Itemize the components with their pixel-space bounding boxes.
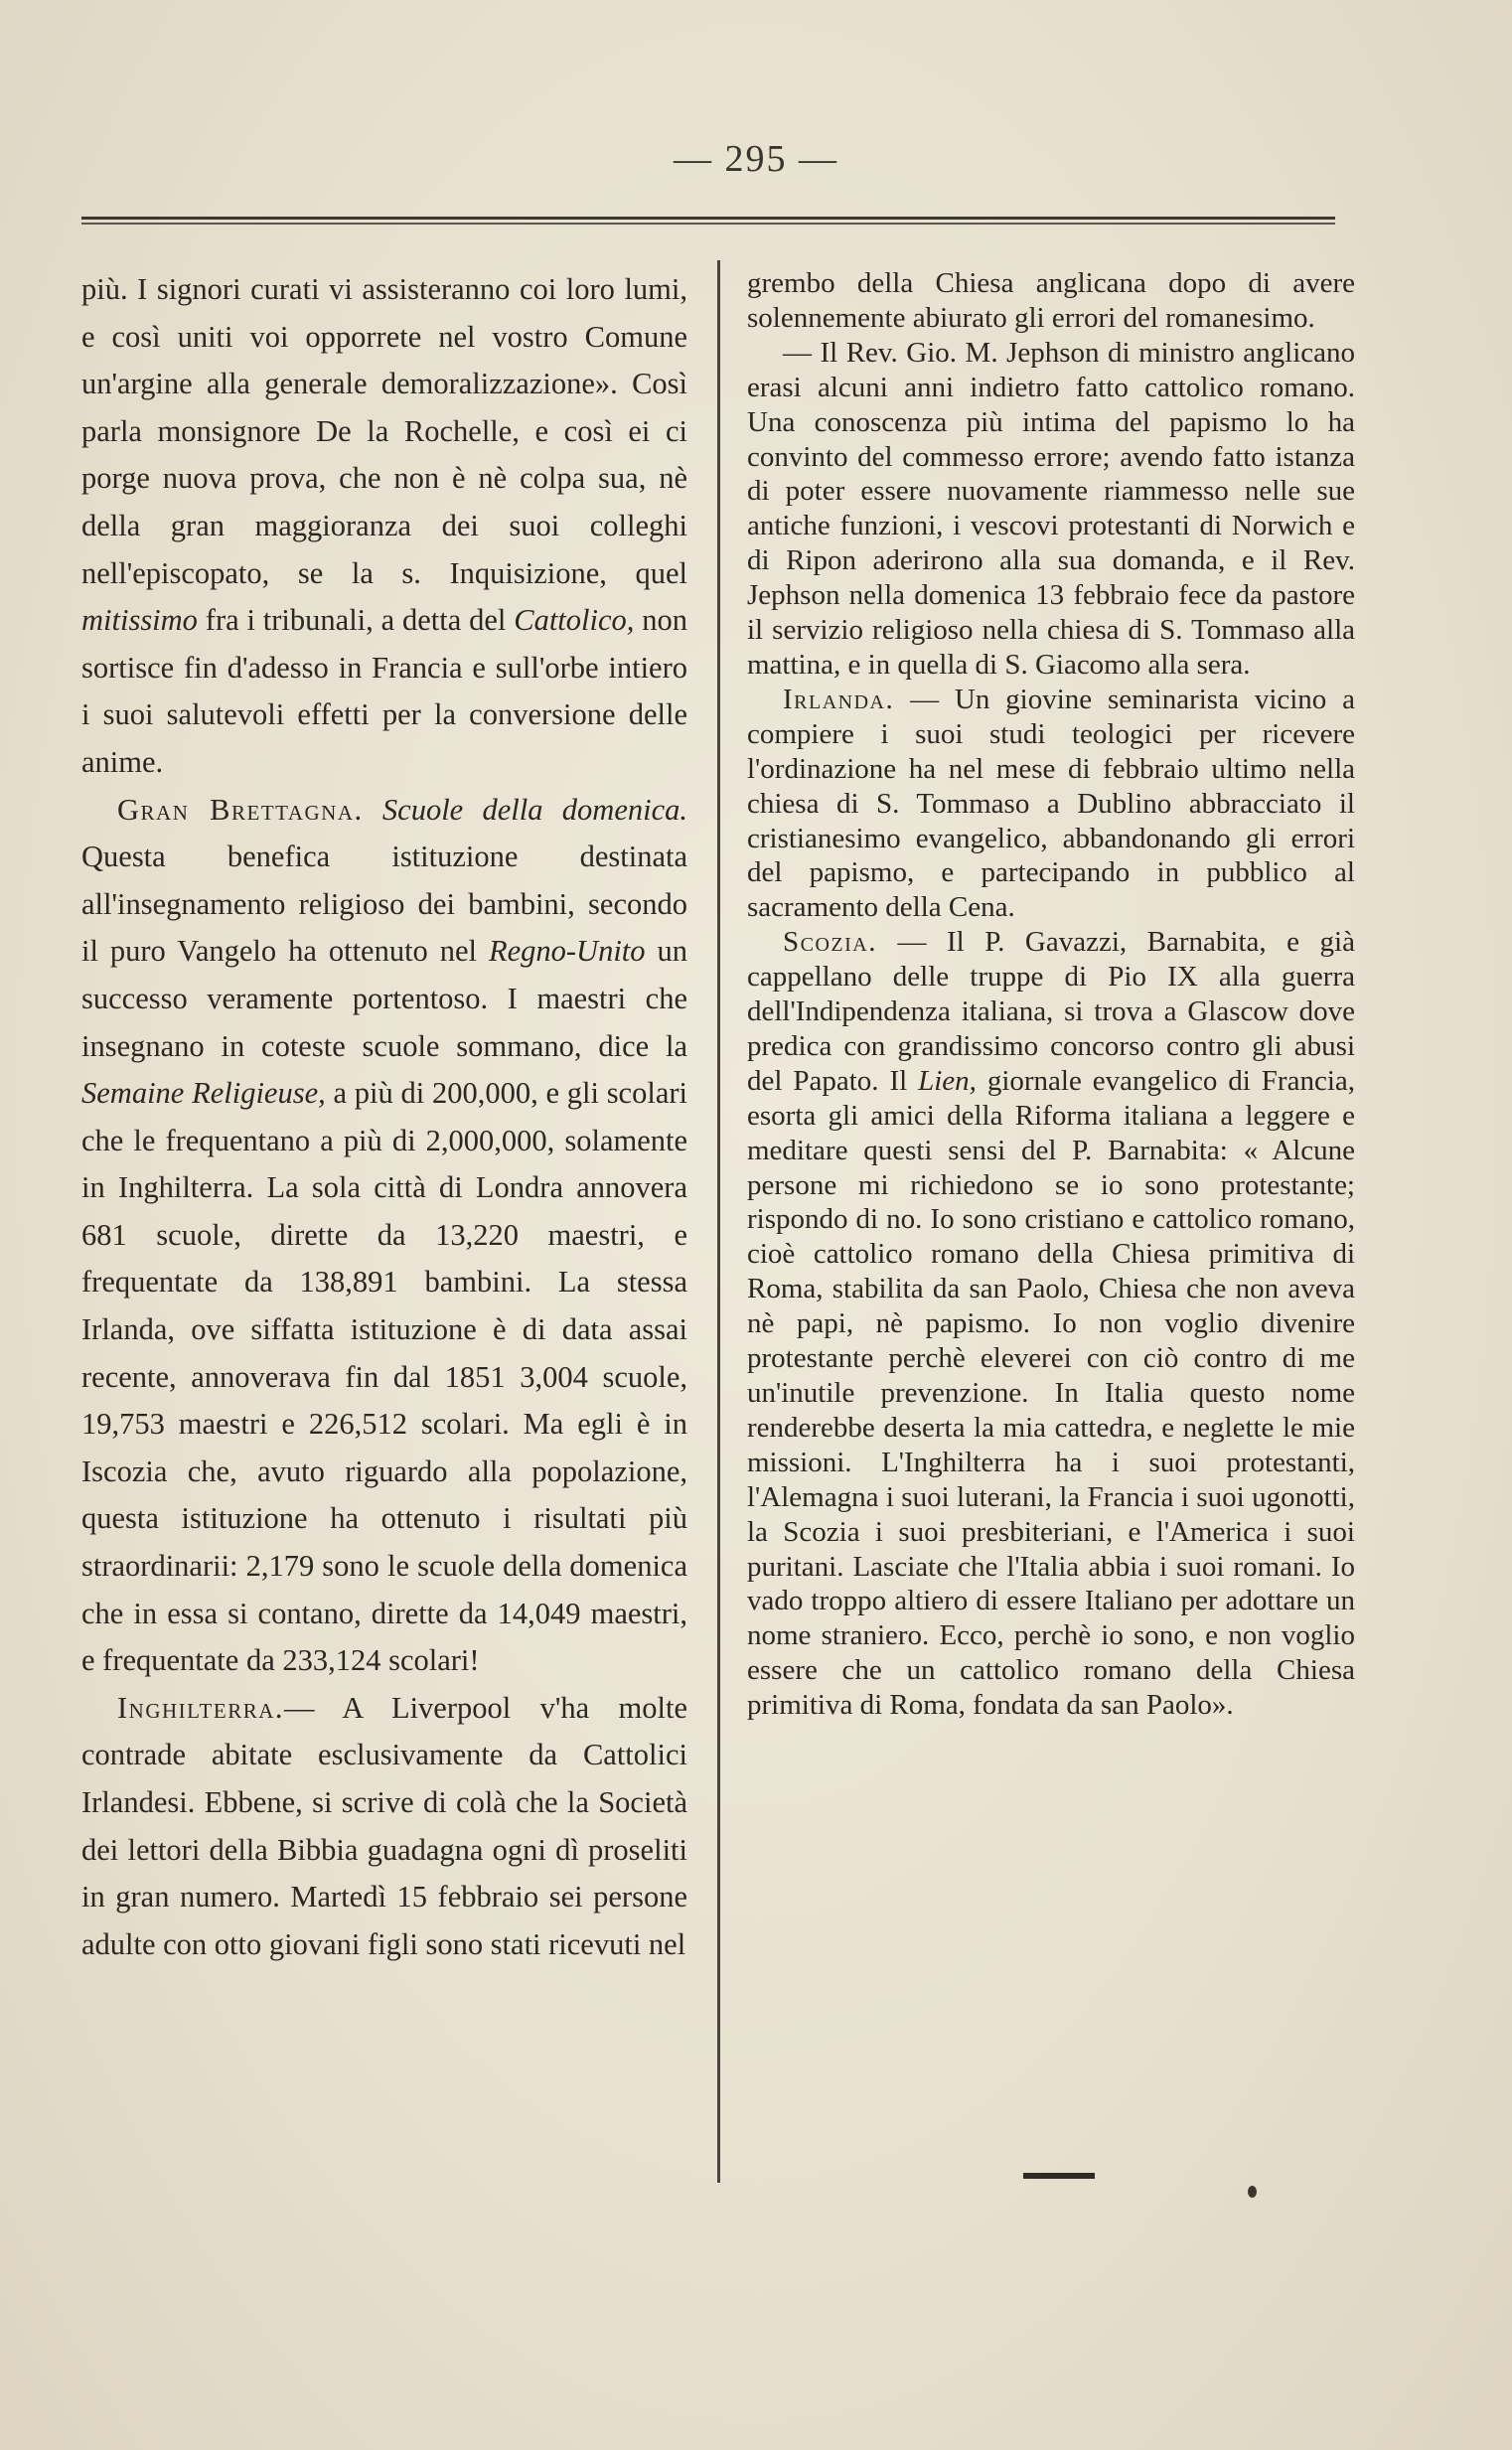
paragraph-scozia	[747, 925, 1355, 1723]
text-run: più. I signori curati vi assisteranno coi loro lumi, e così uniti voi opporrete nel vostro Comune un'argine alla generale demoralizzazione». Così parla monsignore De la Rochelle, e così ei ci porge nuova prova, che non è nè colpa sua, nè della gran maggioranza dei suoi colleghi nell'episcopato, se la s. Inquisizione, quel	[81, 272, 687, 590]
header-rule	[81, 217, 1335, 225]
text-run: un successo veramente portentoso. I maestri che insegnano in coteste scuole sommano, dice la	[81, 934, 687, 1063]
section-heading: Scozia.	[783, 926, 877, 959]
text-run: — Il P. Gavazzi, Barnabita, e già cappellano delle truppe di Pio IX alla guerra dell'Indipendenza italiana, si trova a Glascow dove predica con grandissimo concorso contro gli abusi del Papato. Il	[747, 926, 1355, 1097]
italic-run: Lien,	[918, 1064, 977, 1097]
italic-run: Regno-Unito	[488, 934, 646, 969]
text-run: Questa benefica istituzione destinata all'insegnamento religioso dei bambini, secondo il puro Vangelo ha ottenuto nel	[81, 840, 687, 969]
paragraph-inghilterra	[81, 1685, 687, 1969]
italic-run: Cattolico,	[514, 603, 635, 638]
paragraph-continuation: grembo della Chiesa anglicana dopo di avere solennemente abiurato gli errori del romanesimo.	[747, 267, 1355, 334]
text-run: fra i tribunali, a detta del	[197, 603, 515, 638]
paragraph-gran-brettagna	[81, 787, 687, 1685]
section-heading: Gran Brettagna.	[117, 792, 364, 827]
paragraph-jephson: — Il Rev. Gio. M. Jephson di ministro anglicano erasi alcuni anni indietro fatto cattolico romano. Una conoscenza più intima del papismo lo ha convinto del commesso errore; avendo fatto istanza di poter essere nuovamente riammesso nelle sue antiche funzioni, i vescovi protestanti di Norwich e di Ripon aderirono alla sua domanda, e il Rev. Jephson nella domenica 13 febbraio fece da pastore il servizio religioso nella chiesa di S. Tommaso alla mattina, e in quella di S. Giacomo alla sera.	[747, 336, 1355, 681]
page-number: — 295 —	[674, 138, 838, 180]
ink-spot	[1248, 2186, 1257, 2198]
end-of-text-mark	[1023, 2173, 1095, 2179]
text-run: giornale evangelico di Francia, esorta gli amici della Riforma italiana a leggere e meditare questi sensi del P. Barnabita: « Alcune persone mi richiedono se io sono protestante; rispondo di no. Io sono cristiano e cattolico romano, cioè cattolico romano della Chiesa primitiva di Roma, stabilita da san Paolo, Chiesa che non aveva nè papi, nè papismo. Io non voglio divenire protestante perchè eleverei con ciò contro di me un'inutile prevenzione. In Italia questo nome renderebbe deserta la mia cattedra, e neglette le mie missioni. L'Inghilterra ha i suoi protestanti, l'Alemagna i suoi luterani, la Francia i suoi ugonotti, la Scozia i suoi presbiteriani, e l'America i suoi puritani. Lasciate che l'Italia abbia i suoi romani. Io vado troppo altiero di essere Italiano per adottare un nome straniero. Ecco, perchè io sono, e non voglio essere che un cattolico romano della Chiesa primitiva di Roma, fondata da san Paolo».	[747, 1064, 1355, 1722]
column-divider	[717, 260, 720, 2183]
section-heading: Irlanda.	[783, 683, 895, 715]
right-column	[747, 266, 1355, 1723]
italic-run: Semaine Religieuse,	[81, 1076, 326, 1111]
paragraph-rochelle	[81, 266, 687, 787]
paragraph-irlanda	[747, 683, 1355, 925]
text-run: — Un giovine seminarista vicino a compiere i suoi studi teologici per ricevere l'ordinazione ha nel mese di febbraio ultimo nella chiesa di S. Tommaso a Dublino abbracciato il cristianesimo evangelico, abbandonando gli errori del papismo, e partecipando in pubblico al sacramento della Cena.	[747, 683, 1355, 924]
text-run: non sortisce fin d'adesso in Francia e sull'orbe intiero i suoi salutevoli effetti per la conversione delle anime.	[81, 603, 687, 779]
text-run: a più di 200,000, e gli scolari che le frequentano a più di 2,000,000, solamente in Inghilterra. La sola città di Londra annovera 681 scuole, dirette da 13,220 maestri, e frequentate da 138,891 bambini. La stessa Irlanda, ove siffatta istituzione è di data assai recente, annoverava fin dal 1851 3,004 scuole, 19,753 maestri e 226,512 scolari. Ma egli è in Iscozia che, avuto riguardo alla popolazione, questa istituzione ha ottenuto i risultati più straordinarii: 2,179 sono le scuole della domenica che in essa si contano, dirette da 14,049 maestri, e frequentate da 233,124 scolari!	[81, 1076, 687, 1678]
text-run: — A Liverpool v'ha molte contrade abitate esclusivamente da Cattolici Irlandesi. Ebbene, si scrive di colà che la Società dei lettori della Bibbia guadagna ogni dì proseliti in gran numero. Martedì 15 febbraio sei persone adulte con otto giovani figli sono stati ricevuti nel	[81, 1690, 687, 1961]
section-subheading: Scuole della domenica.	[381, 792, 688, 827]
italic-run: mitissimo	[81, 603, 198, 638]
left-column	[81, 266, 687, 1968]
section-heading: Inghilterra.	[117, 1690, 285, 1725]
